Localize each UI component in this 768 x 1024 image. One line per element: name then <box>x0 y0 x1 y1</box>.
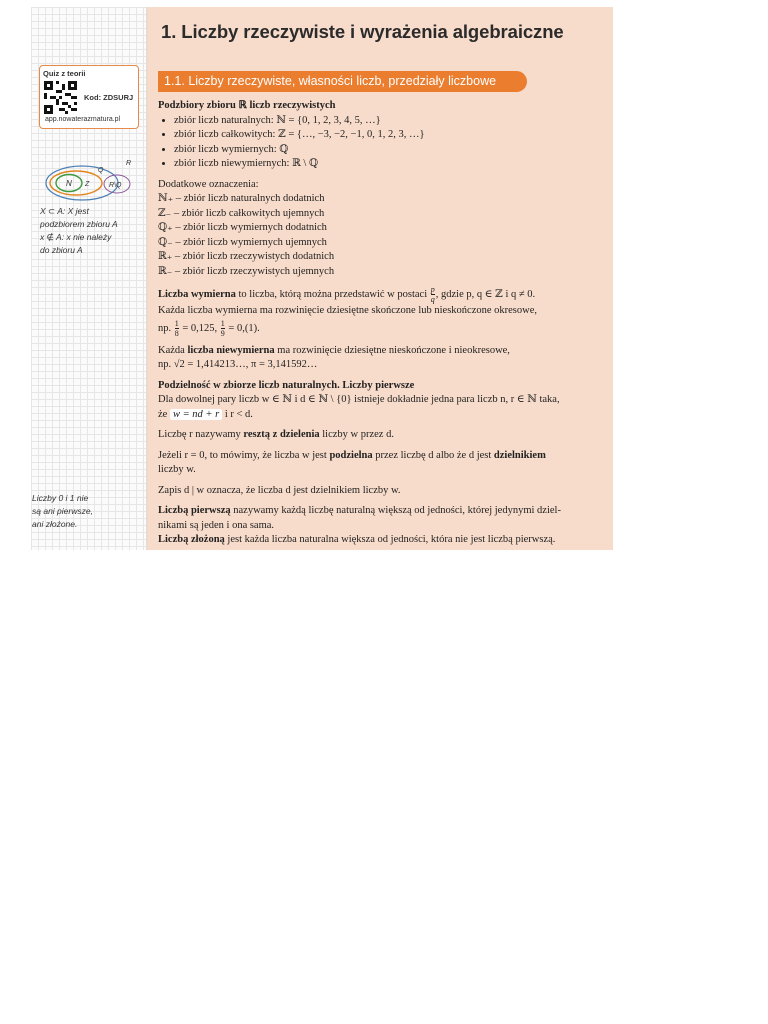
primes-note: Liczby 0 i 1 nie są ani pierwsze, ani złożone. <box>32 493 93 529</box>
divisor-notation: Zapis d | w oznacza, że liczba d jest dzielnikiem liczby w. <box>158 484 401 496</box>
subset-item: • zbiór liczb całkowitych: ℤ = {…, −3, −2, −1, 0, 1, 2, 3, …} <box>174 128 598 143</box>
rational-definition: Liczba wymierna to liczba, którą można przedstawić w postaci $\frac{p}{q}$ , gdzie p, q ∈ ℤ i q ≠ 0. <box>158 285 536 304</box>
subset-item: • zbiór liczb niewymiernych: ℝ \ ℚ <box>174 157 598 172</box>
venn-label-z: Z <box>85 181 90 188</box>
extra-notation-item: ℝ₊ – zbiór liczb rzeczywistych dodatnich <box>158 251 335 262</box>
prime-definition: Liczbą pierwszą nazywamy każdą liczbę naturalną większą od jedności, której jedynymi dziel- <box>158 505 561 516</box>
extra-notation-item: ℝ₋ – zbiór liczb rzeczywistych ujemnych <box>158 265 335 277</box>
extra-notation-item: ℚ₋ – zbiór liczb wymiernych ujemnych <box>158 236 327 248</box>
subsets-heading: Podzbiory zbioru ℝ liczb rzeczywistych <box>158 100 336 111</box>
division-statement: Dla dowolnej pary liczb w ∈ ℕ i d ∈ ℕ \ {0} istnieje dokładnie jedna para liczb n, r ∈ ℕ taka, <box>158 394 560 405</box>
venn-label-r: R <box>126 160 132 167</box>
qr-code-icon[interactable] <box>44 81 77 114</box>
irrational-example: np. √2 = 1,414213…, π = 3,141592… <box>158 359 318 370</box>
subset-item: • zbiór liczb wymiernych: ℚ <box>174 143 598 158</box>
chapter-title: 1. Liczby rzeczywiste i wyrażenia algebraiczne <box>161 21 564 42</box>
division-formula-line: że w = nd + r i r < d. <box>158 408 253 420</box>
extra-notation-item: ℚ₊ – zbiór liczb wymiernych dodatnich <box>158 222 327 233</box>
rational-term: Liczba wymierna <box>158 288 236 300</box>
subset-note: X ⊂ A: X jest podzbiorem zbioru A x ∉ A: x nie należy do zbioru A <box>40 206 118 255</box>
division-formula: w = nd + r <box>170 409 222 420</box>
irrational-term: liczba niewymierna <box>187 344 275 356</box>
rational-expansion: Każda liczba wymierna ma rozwinięcie dziesiętne skończone lub nieskończone okresowe, <box>158 305 538 316</box>
quiz-url[interactable]: app.nowaterazmatura.pl <box>45 116 121 123</box>
section-title: 1.1. Liczby rzeczywiste, własności liczb, przedziały liczbowe <box>158 71 527 92</box>
main-column <box>148 7 613 550</box>
divisibility-definition: Jeżeli r = 0, to mówimy, że liczba w jest podzielna przez liczbę d albo że d jest dzielnikiem <box>158 449 546 461</box>
subset-item: • zbiór liczb naturalnych: ℕ = {0, 1, 2, 3, 4, 5, …} <box>174 114 598 129</box>
venn-z-set <box>50 171 102 195</box>
quiz-title: Quiz z teorii <box>43 69 86 78</box>
divisibility-heading: Podzielność w zbiorze liczb naturalnych. Liczby pierwsze <box>158 379 415 391</box>
subsets-list <box>158 114 598 172</box>
margin-column <box>31 7 148 550</box>
irrational-definition: Każda liczba niewymierna ma rozwinięcie dziesiętne nieskończone i nieokresowe, <box>158 344 510 356</box>
venn-label-q: Q <box>98 167 104 174</box>
quiz-code: Kod: ZDSURJ <box>84 93 134 102</box>
scanned-page <box>31 7 613 550</box>
quiz-box[interactable] <box>39 65 139 129</box>
remainder-definition: Liczbę r nazywamy resztą z dzielenia liczby w przez d. <box>158 429 394 440</box>
number-sets-venn-diagram <box>38 157 138 207</box>
composite-definition: Liczbą złożoną jest każda liczba naturalna większa od jedności, która nie jest liczbą pierwszą. <box>158 534 556 545</box>
extra-notation-item: ℕ₊ – zbiór liczb naturalnych dodatnich <box>158 193 325 204</box>
rational-example: np. $\frac{1}{8}$ = 0,125, $\frac{1}{9}$ = 0,(1). <box>158 318 260 338</box>
extra-notation-heading: Dodatkowe oznaczenia: <box>158 178 259 190</box>
content-body: Podzbiory zbioru ℝ liczb rzeczywistych • zbiór liczb naturalnych: ℕ = {0, 1, 2, 3, 4, 5, …} • zbiór liczb całkowitych: ℤ = {…, −3, −2, −1, 0, 1, 2, 3, …} • zbiór liczb wymiernych: ℚ • zbiór liczb niewymiernych: ℝ \ ℚ Dodatkowe oznaczenia: ℕ₊ – zbiór liczb naturalnych dodatnich ℤ₋ – zbiór liczb całkowitych ujemnych ℚ₊ – zbiór liczb wymiernych dodatnich ℚ₋ – zbiór liczb wymiernych ujemnych ℝ₊ – zbiór liczb rzeczywistych dodatnich ℝ₋ – zbiór liczb rzeczywistych ujemnych Liczba wymierna to liczba, którą można przedstawić w postaci $\frac{p}{q}$ , gdzie p, q ∈ ℤ i q ≠ 0. Każda liczba wymierna ma rozwinięcie dziesiętne skończone lub nieskończone okresowe, np. $\frac{1}{8}$ = 0,125, $\frac{1}{9}$ = 0,(1). Każda liczba niewymierna ma rozwinięcie dziesiętne nieskończone i nieokresowe, np. √2 = 1,414213…, π = 3,141592… Podzielność w zbiorze liczb naturalnych. Liczby pierwsze Dla dowolnej pary liczb w ∈ ℕ i d ∈ ℕ \ {0} istnieje dokładnie jedna para liczb n, r ∈ ℕ taka, że w = nd + r i r < d. Liczbę r nazywamy resztą z dzielenia liczby w przez d. Jeżeli r = 0, to mówimy, że liczba w jest podzielna przez liczbę d albo że d jest dzielnikiem liczby w. Zapis d | w oznacza, że liczba d jest dzielnikiem liczby w. Liczbą pierwszą nazywamy każdą liczbę naturalną większą od jedności, której jedynymi dziel- nikami są jeden i ona sama. Liczbą złożoną jest każda liczba naturalna większa od jedności, która nie jest liczbą pierwszą. <box>158 99 598 548</box>
fraction-p-over-q: $\frac{p}{q}$ <box>430 285 435 304</box>
extra-notation-item: ℤ₋ – zbiór liczb całkowitych ujemnych <box>158 207 325 219</box>
venn-label-rq: R\Q <box>109 182 122 189</box>
venn-label-n: N <box>66 179 72 188</box>
